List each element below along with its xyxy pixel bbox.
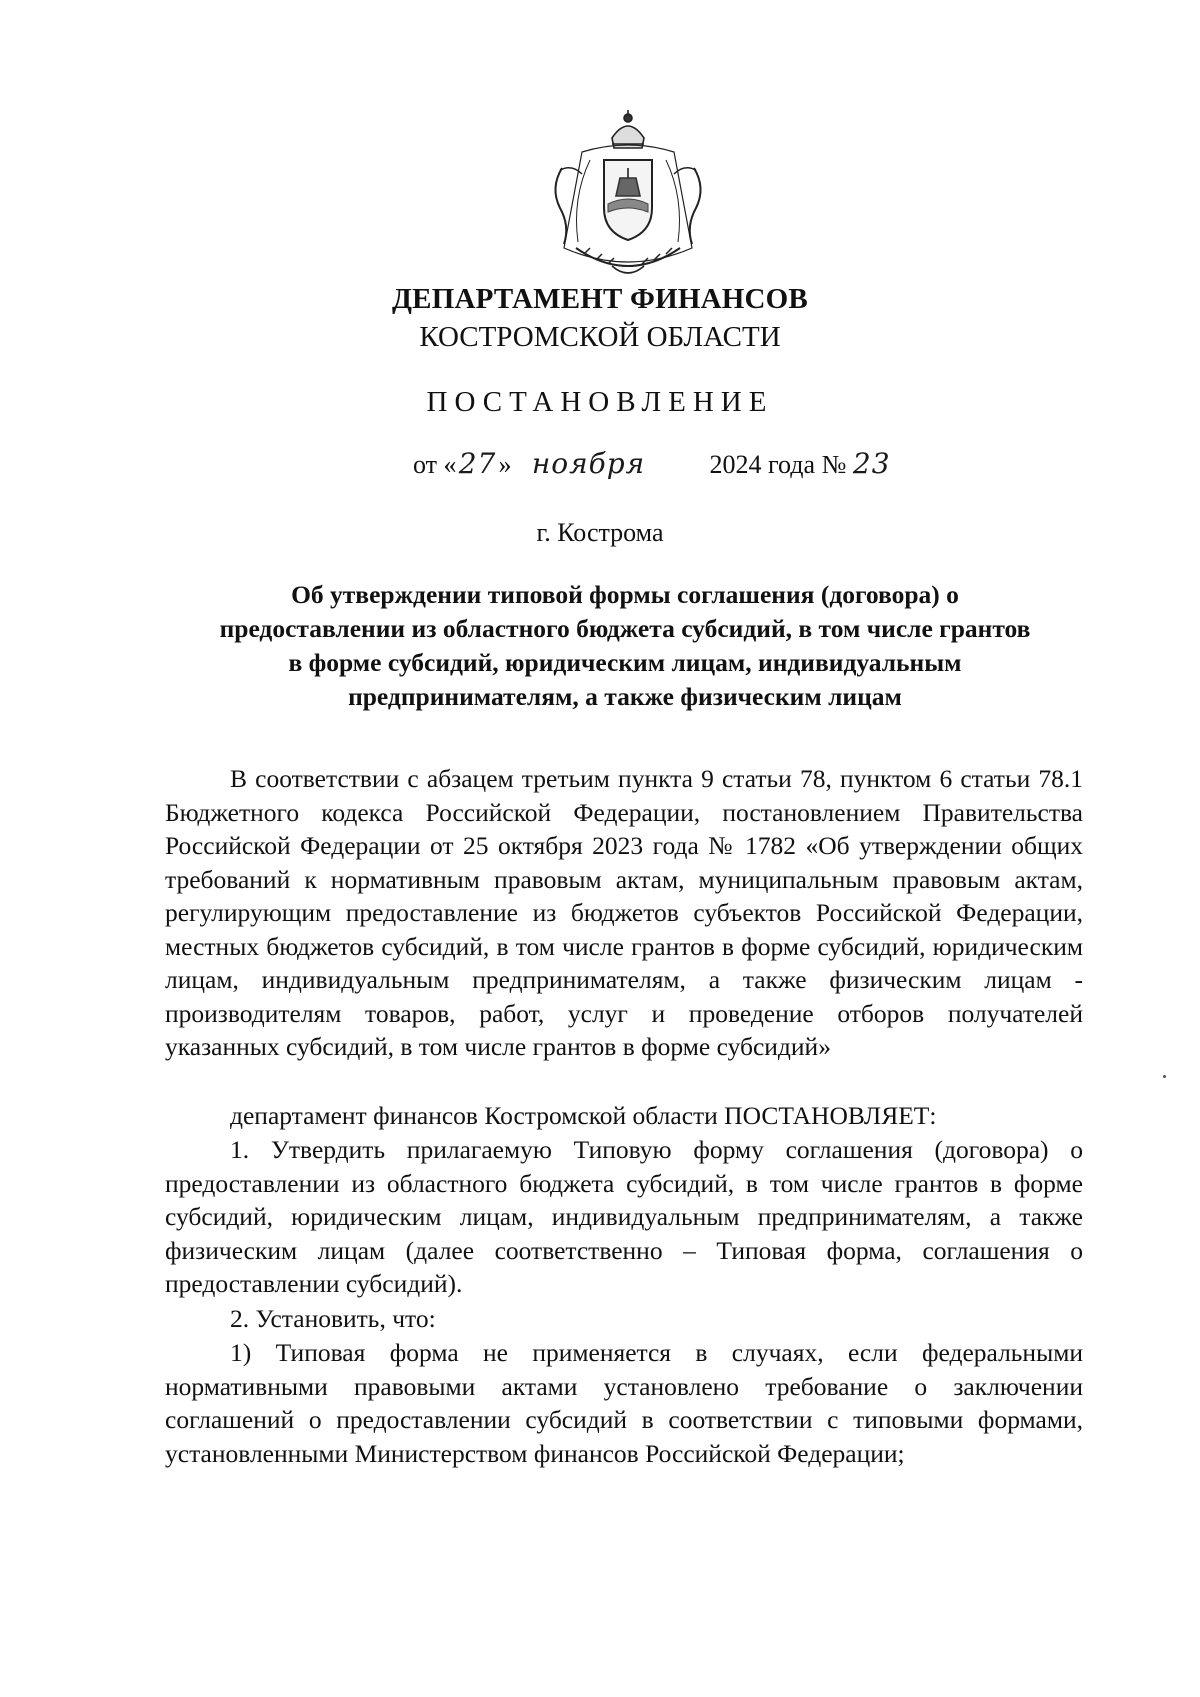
date-prefix: от «: [413, 450, 457, 479]
document-number-handwritten: 23: [852, 447, 891, 480]
decree-paragraph: департамент финансов Костромской области ПОСТАНОВЛЯЕТ:: [230, 1101, 937, 1130]
item-2-1-block: [165, 1336, 1083, 1470]
title-line: предоставлении из областного бюджета субсидий, в том числе грантов: [219, 614, 1031, 643]
item-2-block: [165, 1302, 1083, 1336]
date-month-handwritten: ноября: [531, 447, 646, 480]
coat-of-arms-icon: [542, 108, 714, 286]
item-1-paragraph: 1. Утвердить прилагаемую Типовую форму соглашения (договора) о предоставлении из областного бюджета субсидий, в том числе грантов в форме субсидий, юридическим лицам, индивидуальным предпринимателям, а также физическим лицам (далее соответственно – Типовая форма, соглашения о предоставлении субсидий).: [165, 1135, 1083, 1298]
title-line: в форме субсидий, юридическим лицам, индивидуальным: [288, 648, 962, 677]
document-type-heading: ПОСТАНОВЛЕНИЕ: [426, 386, 774, 418]
date-day-handwritten: 27: [458, 447, 497, 480]
scan-speck: [1163, 1075, 1166, 1078]
date-close-quote: »: [498, 450, 512, 479]
item-1-block: [165, 1133, 1083, 1301]
item-2-1-paragraph: 1) Типовая форма не применяется в случаях, если федеральными нормативными правовыми актами установлено требование о заключении соглашений о предоставлении субсидий в соответствии с типовыми формами, установленными Министерством финансов Российской Федерации;: [165, 1338, 1083, 1468]
date-year-and-number-label: 2024 года №: [709, 450, 847, 479]
decree-block: [165, 1099, 1083, 1133]
document-date-line: [413, 447, 891, 480]
preamble-block: [165, 762, 1083, 1064]
item-2-paragraph: 2. Установить, что:: [230, 1304, 436, 1333]
title-line: предпринимателям, а также физическим лицам: [348, 682, 902, 711]
department-name-line2: КОСТРОМСКОЙ ОБЛАСТИ: [419, 321, 781, 353]
document-title: [165, 578, 1085, 714]
department-name-line1: ДЕПАРТАМЕНТ ФИНАНСОВ: [392, 283, 808, 315]
title-line: Об утверждении типовой формы соглашения (договора) о: [291, 580, 959, 609]
city-line: г. Кострома: [536, 518, 664, 547]
preamble-paragraph: В соответствии с абзацем третьим пункта 9 статьи 78, пунктом 6 статьи 78.1 Бюджетного кодекса Российской Федерации, постановлением Правительства Российской Федерации от 25 октября 2023 года № 1782 «Об утверждении общих требований к нормативным правовым актам, муниципальным правовым актам, регулирующим предоставление из бюджетов субъектов Российской Федерации, местных бюджетов субсидий, в том числе грантов в форме субсидий, юридическим лицам, индивидуальным предпринимателям, а также физическим лицам - производителям товаров, работ, услуг и проведение отборов получателей указанных субсидий, в том числе грантов в форме субсидий»: [165, 764, 1083, 1061]
